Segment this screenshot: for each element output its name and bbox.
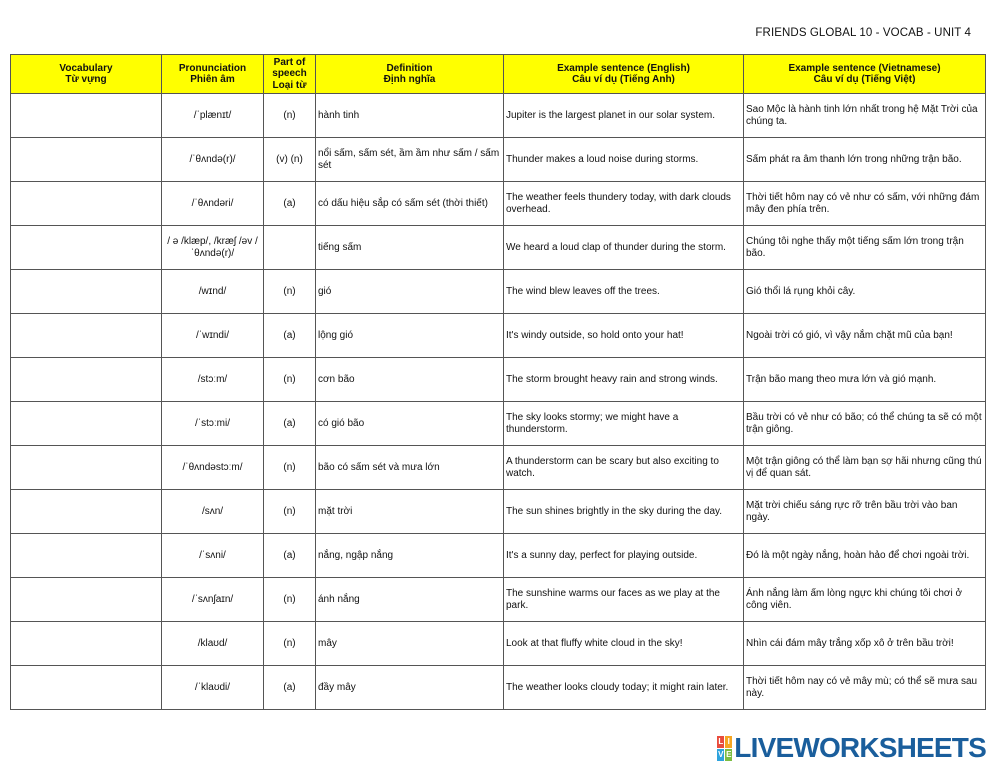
column-header-sublabel: Định nghĩa [383, 74, 436, 85]
column-header [744, 55, 986, 94]
table-row [11, 578, 986, 622]
brand-icon-letter: L [718, 736, 724, 746]
vocab-cell[interactable] [11, 226, 162, 270]
part-of-speech-cell: (v) (n) [264, 138, 316, 182]
pronunciation-cell: /wɪnd/ [162, 270, 264, 314]
pronunciation-cell: /sʌn/ [162, 490, 264, 534]
vocab-cell[interactable] [11, 314, 162, 358]
pronunciation-cell: /ˈθʌndəstɔːm/ [162, 446, 264, 490]
definition-cell: nổi sấm, sấm sét, ầm ầm như sấm / sấm sét [316, 138, 504, 182]
column-header-label: Vocabulary [59, 62, 113, 74]
example-vietnamese-cell: Thời tiết hôm nay có vẻ như có sấm, với những đám mây đen phía trên. [744, 182, 986, 226]
part-of-speech-cell [264, 226, 316, 270]
vocab-cell[interactable] [11, 578, 162, 622]
column-header-sublabel: Câu ví dụ (Tiếng Anh) [572, 74, 675, 85]
column-header-label: Definition [386, 62, 433, 74]
vocab-table [10, 54, 986, 710]
table-row [11, 314, 986, 358]
example-vietnamese-cell: Mặt trời chiếu sáng rực rỡ trên bầu trời vào ban ngày. [744, 490, 986, 534]
definition-cell: bão có sấm sét và mưa lớn [316, 446, 504, 490]
example-english-cell: The sky looks stormy; we might have a thunderstorm. [504, 402, 744, 446]
example-english-cell: The weather feels thundery today, with dark clouds overhead. [504, 182, 744, 226]
table-row [11, 534, 986, 578]
pronunciation-cell: /ˈplænɪt/ [162, 94, 264, 138]
example-english-cell: Look at that fluffy white cloud in the sky! [504, 622, 744, 666]
vocab-cell[interactable] [11, 270, 162, 314]
example-english-cell: Thunder makes a loud noise during storms. [504, 138, 744, 182]
example-vietnamese-cell: Gió thổi lá rụng khỏi cây. [744, 270, 986, 314]
definition-cell: đầy mây [316, 666, 504, 710]
part-of-speech-cell: (a) [264, 666, 316, 710]
pronunciation-cell: /ˈklaʊdi/ [162, 666, 264, 710]
vocab-cell[interactable] [11, 622, 162, 666]
definition-cell: nắng, ngập nắng [316, 534, 504, 578]
pronunciation-cell: /stɔːm/ [162, 358, 264, 402]
example-vietnamese-cell: Sao Mộc là hành tinh lớn nhất trong hệ Mặt Trời của chúng ta. [744, 94, 986, 138]
vocab-cell[interactable] [11, 138, 162, 182]
part-of-speech-cell: (n) [264, 358, 316, 402]
pronunciation-cell: /ˈsʌnʃaɪn/ [162, 578, 264, 622]
example-vietnamese-cell: Bầu trời có vẻ như có bão; có thể chúng ta sẽ có một trận giông. [744, 402, 986, 446]
definition-cell: tiếng sấm [316, 226, 504, 270]
table-row [11, 182, 986, 226]
example-vietnamese-cell: Ngoài trời có gió, vì vậy nắm chặt mũ của bạn! [744, 314, 986, 358]
pronunciation-cell: /ˈθʌndə(r)/ [162, 138, 264, 182]
vocab-cell[interactable] [11, 358, 162, 402]
part-of-speech-cell: (a) [264, 534, 316, 578]
example-english-cell: The sun shines brightly in the sky during the day. [504, 490, 744, 534]
table-row [11, 270, 986, 314]
pronunciation-cell: /ˈwɪndi/ [162, 314, 264, 358]
table-row [11, 94, 986, 138]
brand-text: LIVEWORKSHEETS [734, 732, 986, 763]
column-header-label: Example sentence (Vietnamese) [788, 62, 941, 74]
part-of-speech-cell: (a) [264, 402, 316, 446]
example-english-cell: A thunderstorm can be scary but also exciting to watch. [504, 446, 744, 490]
example-vietnamese-cell: Sấm phát ra âm thanh lớn trong những trận bão. [744, 138, 986, 182]
column-header-sublabel: Câu ví dụ (Tiếng Việt) [813, 74, 916, 85]
column-header-sublabel: Loại từ [272, 79, 307, 91]
vocab-cell[interactable] [11, 490, 162, 534]
column-header-sublabel: Phiên âm [190, 74, 235, 85]
column-header [162, 55, 264, 94]
example-vietnamese-cell: Đó là một ngày nắng, hoàn hảo để chơi ngoài trời. [744, 534, 986, 578]
pronunciation-cell: /ˈθʌndəri/ [162, 182, 264, 226]
definition-cell: cơn bão [316, 358, 504, 402]
column-header-label: Pronunciation [178, 62, 247, 74]
example-english-cell: The storm brought heavy rain and strong winds. [504, 358, 744, 402]
vocab-cell[interactable] [11, 94, 162, 138]
page-title: FRIENDS GLOBAL 10 - VOCAB - UNIT 4 [755, 27, 971, 39]
part-of-speech-cell: (a) [264, 314, 316, 358]
table-row [11, 138, 986, 182]
part-of-speech-cell: (n) [264, 578, 316, 622]
definition-cell: mặt trời [316, 490, 504, 534]
example-english-cell: We heard a loud clap of thunder during the storm. [504, 226, 744, 270]
liveworksheets-logo [717, 733, 986, 763]
vocab-cell[interactable] [11, 446, 162, 490]
column-header-sublabel: Từ vựng [65, 74, 107, 85]
part-of-speech-cell: (n) [264, 490, 316, 534]
column-header [264, 55, 316, 94]
definition-cell: ánh nắng [316, 578, 504, 622]
example-english-cell: The sunshine warms our faces as we play at the park. [504, 578, 744, 622]
table-row [11, 666, 986, 710]
pronunciation-cell: /ˈstɔːmi/ [162, 402, 264, 446]
part-of-speech-cell: (n) [264, 270, 316, 314]
table-row [11, 446, 986, 490]
table-body [11, 94, 986, 710]
vocab-cell[interactable] [11, 534, 162, 578]
pronunciation-cell: /klaʊd/ [162, 622, 264, 666]
definition-cell: gió [316, 270, 504, 314]
definition-cell: có dấu hiệu sắp có sấm sét (thời thiết) [316, 182, 504, 226]
part-of-speech-cell: (n) [264, 622, 316, 666]
example-english-cell: The wind blew leaves off the trees. [504, 270, 744, 314]
pronunciation-cell: / ə /klæp/, /kræʃ /əv /ˈθʌndə(r)/ [162, 226, 264, 270]
example-vietnamese-cell: Chúng tôi nghe thấy một tiếng sấm lớn trong trận bão. [744, 226, 986, 270]
table-row [11, 358, 986, 402]
definition-cell: lộng gió [316, 314, 504, 358]
example-english-cell: It's windy outside, so hold onto your hat! [504, 314, 744, 358]
pronunciation-cell: /ˈsʌni/ [162, 534, 264, 578]
table-header-row [11, 55, 986, 94]
vocab-cell[interactable] [11, 182, 162, 226]
part-of-speech-cell: (n) [264, 94, 316, 138]
brand-icon-letter: E [726, 749, 732, 759]
example-vietnamese-cell: Một trận giông có thể làm bạn sợ hãi nhưng cũng thú vị để quan sát. [744, 446, 986, 490]
brand-icon-letter: V [718, 749, 724, 759]
column-header [504, 55, 744, 94]
example-vietnamese-cell: Ánh nắng làm ấm lòng ngực khi chúng tôi chơi ở công viên. [744, 578, 986, 622]
table-row [11, 226, 986, 270]
brand-icon-letter: I [725, 736, 732, 748]
example-vietnamese-cell: Nhìn cái đám mây trắng xốp xô ở trên bầu trời! [744, 622, 986, 666]
definition-cell: mây [316, 622, 504, 666]
column-header [316, 55, 504, 94]
example-english-cell: Jupiter is the largest planet in our solar system. [504, 94, 744, 138]
liveworksheets-icon [717, 736, 732, 761]
table-row [11, 490, 986, 534]
definition-cell: hành tinh [316, 94, 504, 138]
table-row [11, 402, 986, 446]
vocab-cell[interactable] [11, 402, 162, 446]
column-header-label: Example sentence (English) [557, 62, 690, 74]
example-vietnamese-cell: Thời tiết hôm nay có vẻ mây mù; có thể sẽ mưa sau này. [744, 666, 986, 710]
part-of-speech-cell: (n) [264, 446, 316, 490]
definition-cell: có gió bão [316, 402, 504, 446]
example-english-cell: It's a sunny day, perfect for playing outside. [504, 534, 744, 578]
example-vietnamese-cell: Trận bão mang theo mưa lớn và gió mạnh. [744, 358, 986, 402]
column-header [11, 55, 162, 94]
vocab-cell[interactable] [11, 666, 162, 710]
example-english-cell: The weather looks cloudy today; it might rain later. [504, 666, 744, 710]
part-of-speech-cell: (a) [264, 182, 316, 226]
table-row [11, 622, 986, 666]
column-header-label: Part of speech [272, 56, 307, 80]
